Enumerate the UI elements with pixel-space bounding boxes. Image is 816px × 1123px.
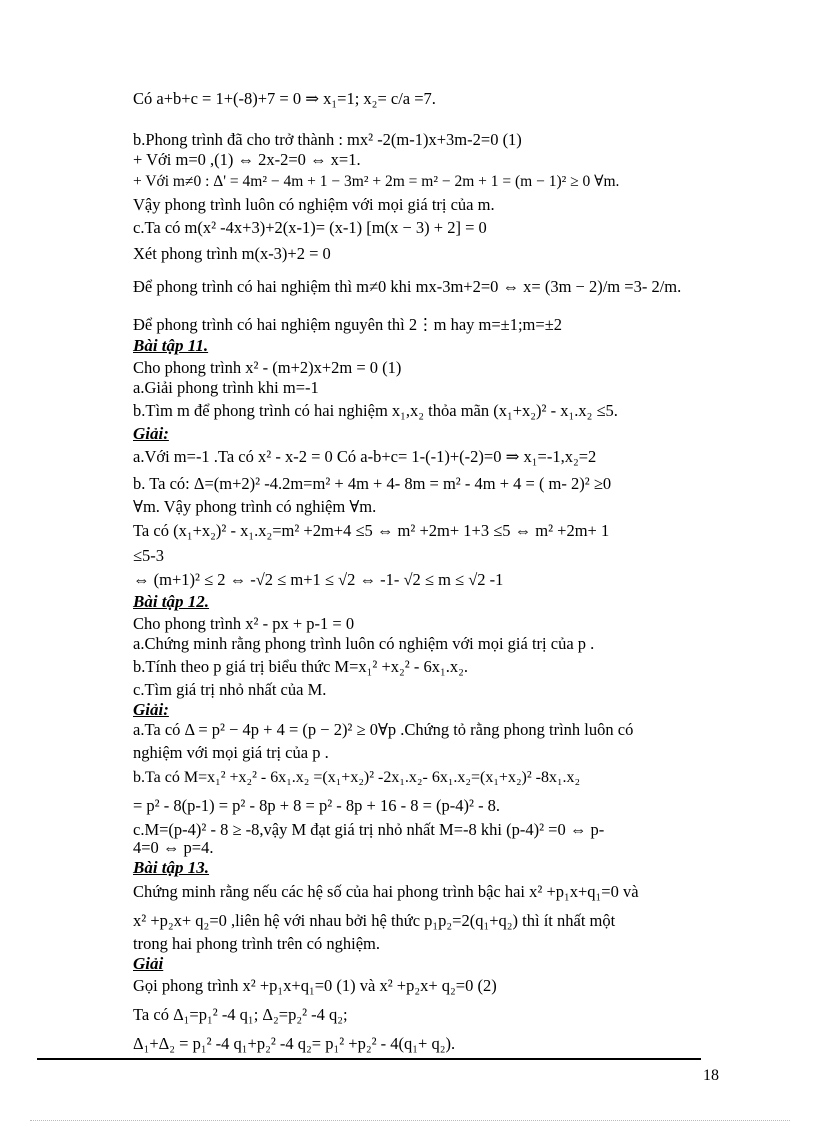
line-23: a.Chứng minh rằng phong trình luôn có nghiệm với mọi giá trị của p . bbox=[133, 634, 595, 653]
line-12: a.Giải phong trình khi m=-1 bbox=[133, 378, 319, 397]
heading-bai-tap-13: Bài tập 13. bbox=[133, 858, 210, 877]
line-9: Để phong trình có hai nghiệm nguyên thì 2⋮m hay m=±1;m=±2 bbox=[133, 315, 562, 334]
line-4: + Với m≠0 : Δ' = 4m² − 4m + 1 − 3m² + 2m = m² − 2m + 1 = (m − 1)² ≥ 0 ∀m. bbox=[133, 173, 620, 190]
line-39: Ta có Δ₁=p₁² -4 q₁; Δ₂=p₂² -4 q₂; bbox=[133, 1005, 348, 1024]
line-11: Cho phong trình x² - (m+2)x+2m = 0 (1) bbox=[133, 358, 402, 377]
line-34: Chứng minh rằng nếu các hệ số của hai phong trình bậc hai x² +p₁x+q₁=0 và bbox=[133, 882, 639, 901]
line-17: ∀m. Vậy phong trình có nghiệm ∀m. bbox=[133, 497, 377, 516]
line-31: c.M=(p-4)² - 8 ≥ -8,vậy M đạt giá trị nhỏ nhất M=-8 khi (p-4)² =0 ⇔ p- bbox=[133, 820, 605, 839]
line-1: Có a+b+c = 1+(-8)+7 = 0 ⇒ x₁=1; x₂= c/a =7. bbox=[133, 89, 436, 108]
line-19: ≤5-3 bbox=[133, 546, 165, 565]
line-30: = p² - 8(p-1) = p² - 8p + 8 = p² - 8p + 16 - 8 = (p-4)² - 8. bbox=[133, 796, 501, 815]
line-13: b.Tìm m để phong trình có hai nghiệm x₁,x₂ thỏa mãn (x₁+x₂)² - x₁.x₂ ≤5. bbox=[133, 401, 618, 420]
line-16: b. Ta có: Δ=(m+2)² -4.2m=m² + 4m + 4- 8m = m² - 4m + 4 = ( m- 2)² ≥0 bbox=[133, 474, 612, 493]
line-3: + Với m=0 ,(1) ⇔ 2x-2=0 ⇔ x=1. bbox=[133, 150, 361, 169]
heading-bai-tap-12: Bài tập 12. bbox=[133, 592, 210, 611]
heading-bai-tap-11: Bài tập 11. bbox=[133, 336, 209, 355]
line-22: Cho phong trình x² - px + p-1 = 0 bbox=[133, 614, 355, 633]
heading-giai-13: Giải bbox=[133, 954, 164, 973]
heading-giai-12: Giải: bbox=[133, 700, 169, 719]
line-32: 4=0 ⇔ p=4. bbox=[133, 838, 214, 857]
page-bottom-edge bbox=[30, 1120, 790, 1121]
line-27: a.Ta có Δ = p² − 4p + 4 = (p − 2)² ≥ 0∀p .Chứng tỏ rằng phong trình luôn có bbox=[133, 720, 634, 739]
line-20: ⇔ (m+1)² ≤ 2 ⇔ -√2 ≤ m+1 ≤ √2 ⇔ -1- √2 ≤ m ≤ √2 -1 bbox=[133, 570, 504, 589]
line-2: b.Phong trình đã cho trở thành : mx² -2(m-1)x+3m-2=0 (1) bbox=[133, 130, 522, 149]
line-6: c.Ta có m(x² -4x+3)+2(x-1)= (x-1) [m(x − 3) + 2] = 0 bbox=[133, 218, 487, 237]
line-35: x² +p₂x+ q₂=0 ,liên hệ với nhau bởi hệ thức p₁p₂=2(q₁+q₂) thì ít nhất một bbox=[133, 911, 616, 930]
line-25: c.Tìm giá trị nhỏ nhất của M. bbox=[133, 680, 327, 699]
line-18: Ta có (x₁+x₂)² - x₁.x₂=m² +2m+4 ≤5 ⇔ m² +2m+ 1+3 ≤5 ⇔ m² +2m+ 1 bbox=[133, 521, 610, 540]
line-36: trong hai phong trình trên có nghiệm. bbox=[133, 934, 380, 953]
line-5: Vậy phong trình luôn có nghiệm với mọi giá trị của m. bbox=[133, 195, 495, 214]
line-24: b.Tính theo p giá trị biểu thức M=x₁² +x₂² - 6x₁.x₂. bbox=[133, 657, 468, 676]
page-number: 18 bbox=[703, 1067, 719, 1084]
line-40: Δ₁+Δ₂ = p₁² -4 q₁+p₂² -4 q₂= p₁² +p₂² - 4(q₁+ q₂). bbox=[133, 1034, 456, 1053]
line-28: nghiệm với mọi giá trị của p . bbox=[133, 743, 329, 762]
line-15: a.Với m=-1 .Ta có x² - x-2 = 0 Có a-b+c= 1-(-1)+(-2)=0 ⇒ x₁=-1,x₂=2 bbox=[133, 447, 597, 466]
line-7: Xét phong trình m(x-3)+2 = 0 bbox=[133, 244, 331, 263]
heading-giai-11: Giải: bbox=[133, 424, 169, 443]
line-8: Để phong trình có hai nghiệm thì m≠0 khi mx-3m+2=0 ⇔ x= (3m − 2)/m =3- 2/m. bbox=[133, 277, 682, 296]
line-38: Gọi phong trình x² +p₁x+q₁=0 (1) và x² +p₂x+ q₂=0 (2) bbox=[133, 976, 497, 995]
footer-rule bbox=[37, 1058, 701, 1060]
line-29: b.Ta có M=x₁² +x₂² - 6x₁.x₂ =(x₁+x₂)² -2x₁.x₂- 6x₁.x₂=(x₁+x₂)² -8x₁.x₂ bbox=[133, 769, 581, 786]
